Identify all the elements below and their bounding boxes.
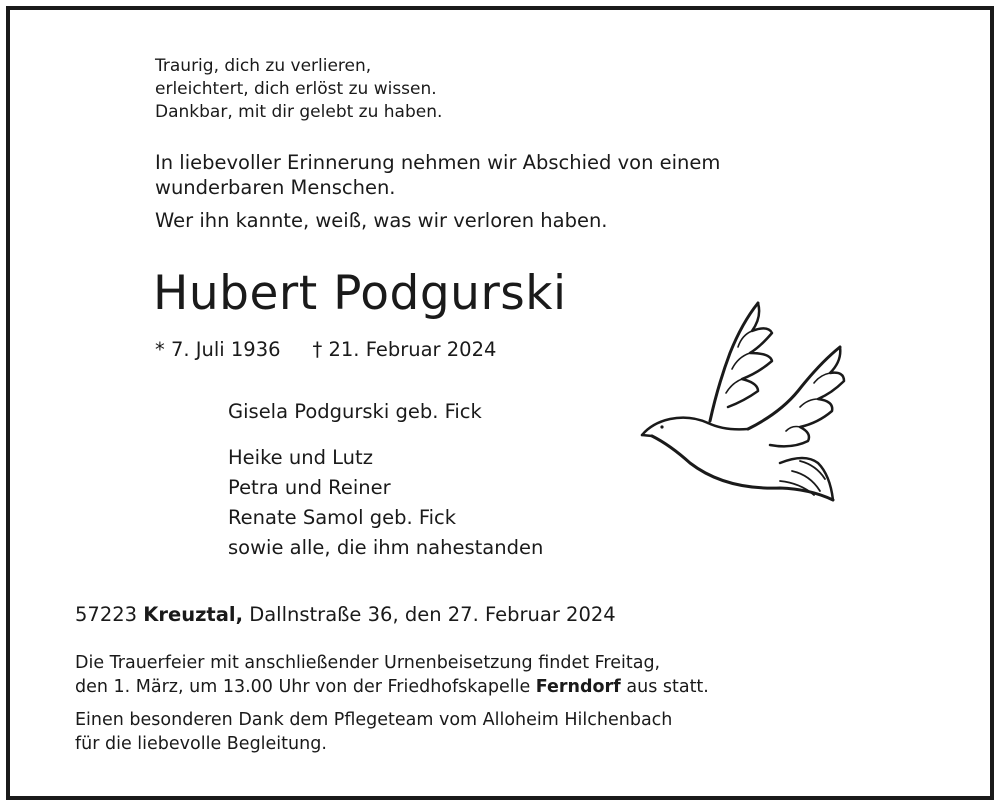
death-date: † 21. Februar 2024 bbox=[312, 338, 497, 361]
mourners-spacer bbox=[228, 427, 543, 443]
thanks-line-2: für die liebevolle Begleitung. bbox=[75, 734, 327, 754]
intro-line-3: Wer ihn kannte, weiß, was wir verloren haben. bbox=[155, 209, 608, 232]
mourner-item: Renate Samol geb. Fick bbox=[228, 506, 457, 529]
life-dates bbox=[155, 337, 496, 363]
thanks-line-1: Einen besonderen Dank dem Pflegeteam vom Alloheim Hilchenbach bbox=[75, 710, 673, 730]
thanks-note bbox=[75, 708, 672, 756]
mourners-list bbox=[228, 397, 543, 563]
mourner-spouse: Gisela Podgurski geb. Fick bbox=[228, 400, 482, 423]
intro-line-2: wunderbaren Menschen. bbox=[155, 176, 396, 199]
poem-line-2: erleichtert, dich erlöst zu wissen. bbox=[155, 79, 437, 99]
service-line-2-end: aus statt. bbox=[626, 677, 709, 697]
postcode: 57223 bbox=[75, 603, 138, 626]
address-date: Dallnstraße 36, den 27. Februar 2024 bbox=[249, 603, 616, 626]
poem bbox=[155, 55, 442, 124]
service-line-2 bbox=[75, 675, 709, 699]
place-and-date bbox=[75, 602, 616, 628]
intro-text bbox=[155, 150, 720, 233]
mourner-item: sowie alle, die ihm nahestanden bbox=[228, 536, 544, 559]
service-info bbox=[75, 651, 709, 699]
chapel-location: Ferndorf bbox=[535, 677, 621, 697]
city: Kreuztal, bbox=[143, 603, 244, 626]
birth-date: * 7. Juli 1936 bbox=[155, 338, 281, 361]
dove-icon bbox=[630, 295, 860, 510]
service-line-2-start: den 1. März, um 13.00 Uhr von der Friedhofskapelle bbox=[75, 677, 531, 697]
intro-line-1: In liebevoller Erinnerung nehmen wir Abschied von einem bbox=[155, 151, 721, 174]
deceased-name: Hubert Podgurski bbox=[153, 266, 567, 321]
poem-line-3: Dankbar, mit dir gelebt zu haben. bbox=[155, 102, 443, 122]
mourner-item: Heike und Lutz bbox=[228, 446, 373, 469]
service-line-1: Die Trauerfeier mit anschließender Urnenbeisetzung findet Freitag, bbox=[75, 653, 661, 673]
mourner-item: Petra und Reiner bbox=[228, 476, 391, 499]
poem-line-1: Traurig, dich zu verlieren, bbox=[155, 56, 372, 76]
